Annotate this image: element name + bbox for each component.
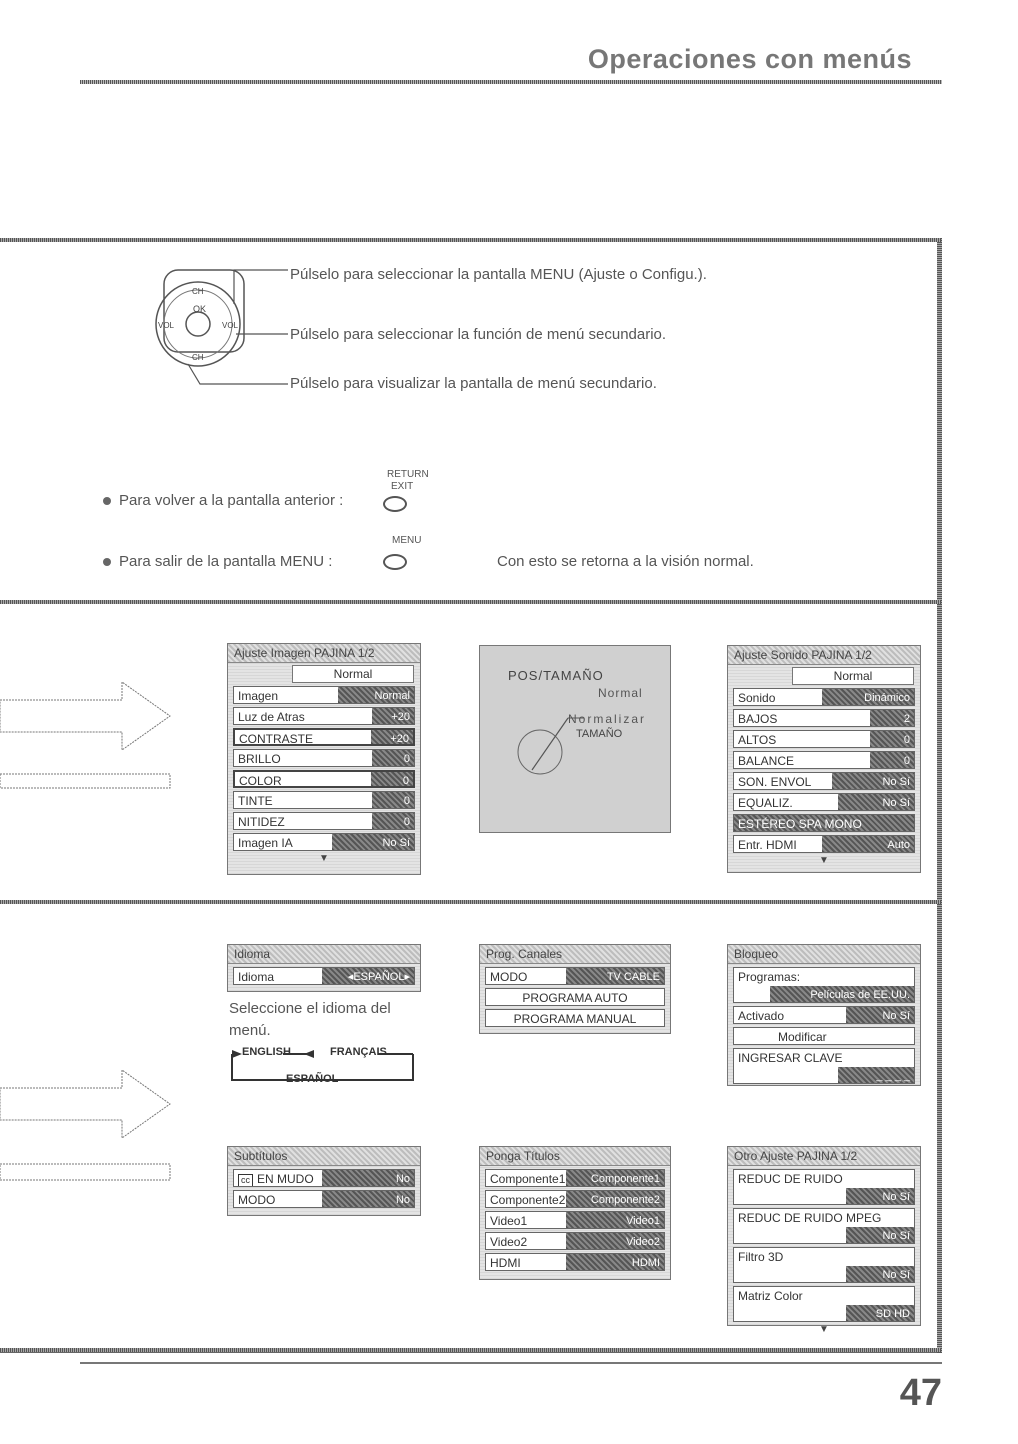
bullet-dot [103, 558, 111, 566]
instruction-menu: Púlselo para seleccionar la pantalla MENU (Ajuste o Configu.). [290, 266, 707, 283]
row-value: SD HD [846, 1305, 914, 1321]
other-row-noise[interactable] [733, 1169, 915, 1205]
picture-menu [227, 643, 421, 875]
row-label: Video1 [490, 1214, 528, 1228]
lang-french: FRANÇAIS [330, 1046, 387, 1058]
picture-row-color[interactable] [233, 770, 415, 788]
row-value: ◂ESPAÑOL▸ [322, 968, 414, 984]
pos-size-option2: TAMAÑO [576, 728, 623, 740]
row-label: BAJOS [738, 712, 778, 726]
language-note-line2: menú. [229, 1022, 271, 1039]
row-value: 0 [371, 772, 413, 786]
titles-menu [479, 1146, 671, 1280]
row-label: Idioma [238, 970, 275, 984]
titles-row-hdmi[interactable] [485, 1253, 665, 1271]
row-label: Filtro 3D [738, 1250, 784, 1264]
sound-row-treble[interactable] [733, 730, 915, 748]
caption-menu-title: Subtítulos [228, 1147, 420, 1166]
row-value: No Sí [332, 834, 414, 850]
row-value: No Sí [846, 1227, 914, 1243]
row-label: Modificar [778, 1030, 827, 1044]
return-label: RETURN [387, 469, 429, 480]
row-value: Componente2 [566, 1191, 664, 1207]
band-rule-bottom [0, 1348, 941, 1352]
manual-program-button[interactable]: PROGRAMA MANUAL [485, 1009, 665, 1027]
row-label: Video2 [490, 1235, 528, 1249]
lang-spanish: ESPAÑOL [286, 1073, 339, 1085]
row-label: BRILLO [238, 752, 281, 766]
sound-menu [727, 645, 921, 873]
bullet-dot [103, 497, 111, 505]
channel-mode-row[interactable] [485, 967, 665, 985]
channel-menu [479, 944, 671, 1034]
return-text: Para volver a la pantalla anterior : [119, 492, 344, 509]
row-label: Componente1 [490, 1172, 566, 1186]
row-value: 0 [372, 750, 414, 766]
row-label: CONTRASTE [239, 732, 314, 746]
language-row[interactable] [233, 967, 415, 985]
arrow-right-1 [0, 680, 180, 790]
other-row-mpeg-noise[interactable] [733, 1208, 915, 1244]
menu-text: Para salir de la pantalla MENU : [119, 553, 333, 570]
scroll-down-icon: ▼ [819, 855, 829, 866]
pos-size-title: POS/TAMAÑO [508, 668, 604, 683]
row-label: TINTE [238, 794, 273, 808]
row-label: MODO [490, 970, 528, 984]
lock-code-row[interactable] [733, 1048, 915, 1084]
titles-row-component2[interactable] [485, 1190, 665, 1208]
row-value: Componente1 [566, 1170, 664, 1186]
band-rule-2 [0, 900, 941, 904]
other-menu-title: Otro Ajuste PAJINA 1/2 [728, 1147, 920, 1166]
pos-size-value: Normal [598, 686, 643, 700]
cc-icon: cc [238, 1174, 253, 1187]
lock-modify-row[interactable] [733, 1027, 915, 1045]
picture-row-imagen[interactable] [233, 686, 415, 704]
row-value: 0 [372, 813, 414, 829]
row-value: 0 [870, 752, 914, 768]
sound-row-surround[interactable] [733, 772, 915, 790]
row-value: No Sí [832, 773, 914, 789]
pos-size-screen [479, 645, 671, 833]
picture-row-ai[interactable] [233, 833, 415, 851]
lock-activated-row[interactable] [733, 1006, 915, 1024]
row-label: BALANCE [738, 754, 795, 768]
instruction-select: Púlselo para seleccionar la función de menú secundario. [290, 326, 667, 343]
scroll-down-icon: ▼ [319, 853, 329, 864]
menu-button-icon[interactable] [383, 554, 407, 570]
row-label: INGRESAR CLAVE [738, 1051, 843, 1065]
row-label: SON. ENVOL [738, 775, 812, 789]
return-instruction [103, 492, 343, 509]
row-value: Auto [822, 836, 914, 852]
sound-mode: Normal [792, 667, 914, 685]
row-label: Imagen IA [238, 836, 293, 850]
exit-label: EXIT [391, 481, 414, 492]
row-value: _ _ _ _ [838, 1067, 914, 1083]
titles-row-component1[interactable] [485, 1169, 665, 1187]
picture-menu-title: Ajuste Imagen PAJINA 1/2 [228, 644, 420, 663]
row-value: No Sí [846, 1266, 914, 1282]
row-label: EN MUDO [257, 1172, 314, 1186]
row-label: Programas: [738, 970, 801, 984]
footer-rule [80, 1362, 942, 1364]
sound-row-hdmi[interactable] [733, 835, 915, 853]
svg-text:CH: CH [192, 287, 204, 296]
row-label: ESTÉREO SPA MONO [738, 817, 862, 831]
titles-row-video1[interactable] [485, 1211, 665, 1229]
row-label: NITIDEZ [238, 815, 285, 829]
menu-instruction [103, 553, 332, 570]
row-value: Películas de EE.UU. [770, 986, 914, 1002]
row-value: 2 [870, 710, 914, 726]
row-label: ALTOS [738, 733, 777, 747]
lock-menu-title: Bloqueo [728, 945, 920, 964]
row-value: Normal [338, 687, 414, 703]
row-value: +20 [372, 708, 414, 724]
language-note-line1: Seleccione el idioma del [229, 1000, 391, 1017]
sound-menu-title: Ajuste Sonido PAJINA 1/2 [728, 646, 920, 665]
page-title: Operaciones con menús [587, 44, 912, 74]
band-rule-top [0, 238, 941, 242]
row-value: 0 [372, 792, 414, 808]
row-label: Sonido [738, 691, 776, 705]
picture-row-brightness[interactable] [233, 749, 415, 767]
row-value: No Sí [838, 794, 914, 810]
auto-program-button[interactable]: PROGRAMA AUTO [485, 988, 665, 1006]
row-value: Video2 [566, 1233, 664, 1249]
row-label: MODO [238, 1193, 276, 1207]
sound-row-bass[interactable] [733, 709, 915, 727]
caption-mute-row[interactable] [233, 1169, 415, 1187]
titles-row-video2[interactable] [485, 1232, 665, 1250]
row-label: Entr. HDMI [738, 838, 797, 852]
row-value: 0 [870, 731, 914, 747]
svg-text:VOL: VOL [222, 321, 239, 330]
row-label: Matriz Color [738, 1289, 803, 1303]
scroll-down-icon: ▼ [819, 1324, 829, 1335]
picture-row-contrast[interactable] [233, 728, 415, 746]
frame-right-edge [937, 238, 942, 1353]
svg-text:OK: OK [193, 304, 207, 314]
caption-mode-row[interactable] [233, 1190, 415, 1208]
language-note [229, 998, 391, 1042]
caption-menu [227, 1146, 421, 1216]
row-label: COLOR [239, 774, 282, 788]
row-label: HDMI [490, 1256, 521, 1270]
language-menu [227, 944, 421, 992]
dial-icon [510, 710, 600, 780]
channel-menu-title: Prog. Canales [480, 945, 670, 964]
arrow-right-2 [0, 1068, 180, 1184]
sound-row-equalizer[interactable] [733, 793, 915, 811]
picture-row-tint[interactable] [233, 791, 415, 809]
row-label: Activado [738, 1009, 785, 1023]
row-label: Componente2 [490, 1193, 566, 1207]
remote-control-diagram [140, 256, 300, 396]
row-value: No [322, 1191, 414, 1207]
other-row-3d-filter[interactable] [733, 1247, 915, 1283]
titles-menu-title: Ponga Títulos [480, 1147, 670, 1166]
lock-programs-row[interactable] [733, 967, 915, 1003]
menu-note: Con esto se retorna a la visión normal. [497, 553, 754, 570]
row-value: Video1 [566, 1212, 664, 1228]
lang-english: ENGLISH [242, 1046, 291, 1058]
pos-size-option: Normalizar [568, 712, 647, 726]
menu-label: MENU [392, 535, 422, 546]
svg-text:CH: CH [192, 353, 204, 362]
picture-row-sharpness[interactable] [233, 812, 415, 830]
picture-row-backlight[interactable] [233, 707, 415, 725]
row-label: Luz de Atras [238, 710, 305, 724]
row-value: Dinámico [822, 689, 914, 705]
sound-row-balance[interactable] [733, 751, 915, 769]
return-button-icon[interactable] [383, 496, 407, 512]
row-value: HDMI [566, 1254, 664, 1270]
sound-row-stereo[interactable] [733, 814, 915, 832]
picture-mode: Normal [292, 665, 414, 683]
row-value: +20 [371, 730, 413, 744]
language-menu-title: Idioma [228, 945, 420, 964]
row-value: No [322, 1170, 414, 1186]
other-menu [727, 1146, 921, 1335]
instruction-display: Púlselo para visualizar la pantalla de menú secundario. [290, 375, 657, 392]
page-number: 47 [899, 1372, 942, 1414]
sound-row-sonido[interactable] [733, 688, 915, 706]
row-label: Imagen [238, 689, 279, 703]
row-label: REDUC DE RUIDO [738, 1172, 843, 1186]
row-value: No Sí [846, 1007, 914, 1023]
row-label: EQUALIZ. [738, 796, 793, 810]
lock-menu [727, 944, 921, 1086]
row-value: No Sí [846, 1188, 914, 1204]
row-value: TV CABLE [566, 968, 664, 984]
other-row-color-matrix[interactable] [733, 1286, 915, 1322]
band-rule-1 [0, 600, 941, 604]
header-rule [80, 80, 942, 84]
svg-text:VOL: VOL [158, 321, 175, 330]
row-label: REDUC DE RUIDO MPEG [738, 1211, 882, 1225]
